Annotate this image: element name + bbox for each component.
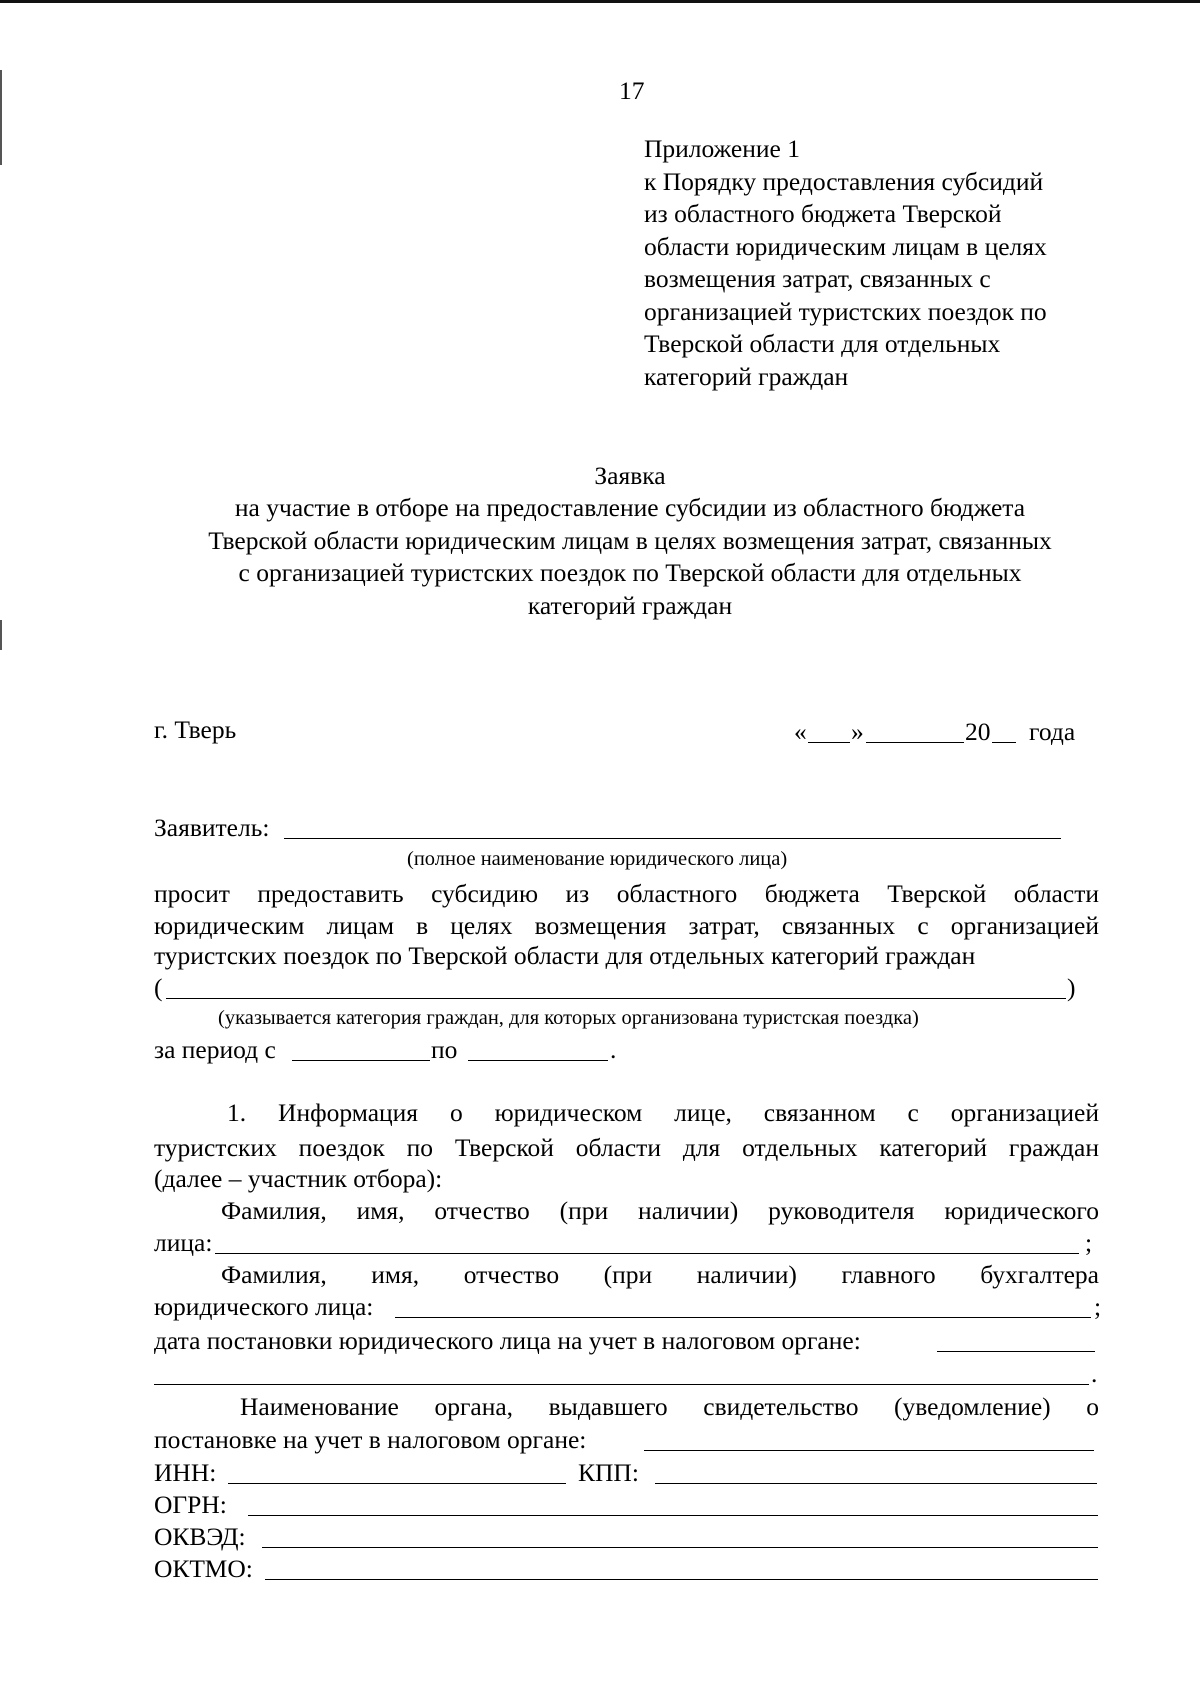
annex-block (644, 133, 1047, 393)
category-paren-close: ) (1067, 973, 1076, 1002)
application-subtitle-line: с организацией туристских поездок по Тверской области для отдельных (238, 558, 1022, 587)
kpp-field[interactable] (655, 1483, 1097, 1484)
period-end-mark: . (610, 1035, 617, 1064)
request-line: туристских поездок по Тверской области для отдельных категорий граждан (154, 941, 976, 970)
date-quote-open: « (794, 717, 807, 746)
applicant-name-field[interactable] (284, 838, 1061, 839)
date-month-field[interactable] (866, 742, 964, 743)
section1-heading-line: 1. Информация о юридическом лице, связанном с организацией (227, 1098, 1099, 1127)
tax-date-field[interactable] (937, 1351, 1095, 1352)
accountant-label: юридического лица: (154, 1292, 374, 1321)
date-year-prefix: 20 (965, 717, 991, 746)
city: г. Тверь (154, 715, 237, 744)
section1-heading-line: туристских поездок по Тверской области для отдельных категорий граждан (154, 1133, 1099, 1162)
request-line: юридическим лицам в целях возмещения затрат, связанных с организацией (154, 911, 1099, 940)
section1-heading-line: (далее – участник отбора): (154, 1164, 443, 1193)
tax-date-label: дата постановки юридического лица на учет в налоговом органе: (154, 1326, 861, 1355)
tax-date-period: . (1091, 1359, 1098, 1388)
application-subtitle-line: категорий граждан (527, 591, 733, 620)
accountant-semicolon: ; (1094, 1292, 1102, 1321)
citizen-category-hint: (указывается категория граждан, для которых организована туристская поездка) (218, 1007, 919, 1029)
annex-line: категорий граждан (644, 361, 849, 391)
annex-title: Приложение 1 (644, 134, 800, 163)
kpp-label: КПП: (578, 1458, 639, 1487)
annex-line: из областного бюджета Тверской (644, 199, 1002, 228)
scan-top-edge (0, 0, 1200, 3)
ogrn-label: ОГРН: (154, 1490, 227, 1519)
applicant-name-hint: (полное наименование юридического лица) (407, 848, 788, 870)
citizen-category-field[interactable] (166, 998, 1066, 999)
application-subtitle-line: на участие в отборе на предоставление субсидии из областного бюджета (234, 493, 1026, 522)
application-title: Заявка (594, 461, 666, 490)
oktmo-label: ОКТМО: (154, 1554, 253, 1583)
application-subtitle-line: Тверской области юридическим лицам в целях возмещения затрат, связанных (208, 526, 1052, 555)
okved-label: ОКВЭД: (154, 1522, 246, 1551)
authority-label: постановке на учет в налоговом органе: (154, 1425, 587, 1454)
period-to-field[interactable] (468, 1060, 608, 1061)
period-from-field[interactable] (292, 1060, 430, 1061)
date-quote-close: » (851, 717, 864, 746)
oktmo-field[interactable] (265, 1579, 1098, 1580)
head-name-field[interactable] (215, 1253, 1079, 1254)
period-label: за период с (154, 1035, 276, 1064)
ogrn-field[interactable] (248, 1515, 1098, 1516)
tax-date-field-continued[interactable] (154, 1384, 1089, 1385)
scan-left-edge (0, 70, 2, 165)
request-line: просит предоставить субсидию из областного бюджета Тверской области (154, 879, 1099, 908)
annex-line: области юридическим лицам в целях (644, 231, 1047, 261)
accountant-name-field[interactable] (395, 1317, 1091, 1318)
date-day-field[interactable] (808, 742, 850, 743)
annex-line: возмещения затрат, связанных с (644, 264, 991, 293)
date-year-field[interactable] (992, 742, 1016, 743)
scan-left-edge-mark (0, 620, 2, 650)
annex-line: к Порядку предоставления субсидий (644, 166, 1044, 196)
annex-line: организацией туристских поездок по (644, 296, 1047, 326)
authority-prompt: Наименование органа, выдавшего свидетельство (уведомление) о (240, 1392, 1099, 1421)
head-name-prompt: Фамилия, имя, отчество (при наличии) руководителя юридического (221, 1196, 1099, 1225)
inn-label: ИНН: (154, 1458, 217, 1487)
head-name-label: лица: (154, 1228, 213, 1257)
page-number: 17 (619, 76, 645, 105)
okved-field[interactable] (262, 1547, 1098, 1548)
period-to-label: по (431, 1035, 458, 1064)
date-year-suffix: года (1029, 717, 1076, 746)
head-name-semicolon: ; (1085, 1228, 1093, 1257)
annex-line: Тверской области для отдельных (644, 329, 1001, 358)
inn-field[interactable] (228, 1483, 566, 1484)
category-paren-open: ( (154, 973, 163, 1002)
accountant-prompt: Фамилия, имя, отчество (при наличии) главного бухгалтера (221, 1260, 1099, 1289)
authority-name-field[interactable] (644, 1450, 1094, 1451)
applicant-label: Заявитель: (154, 813, 270, 842)
